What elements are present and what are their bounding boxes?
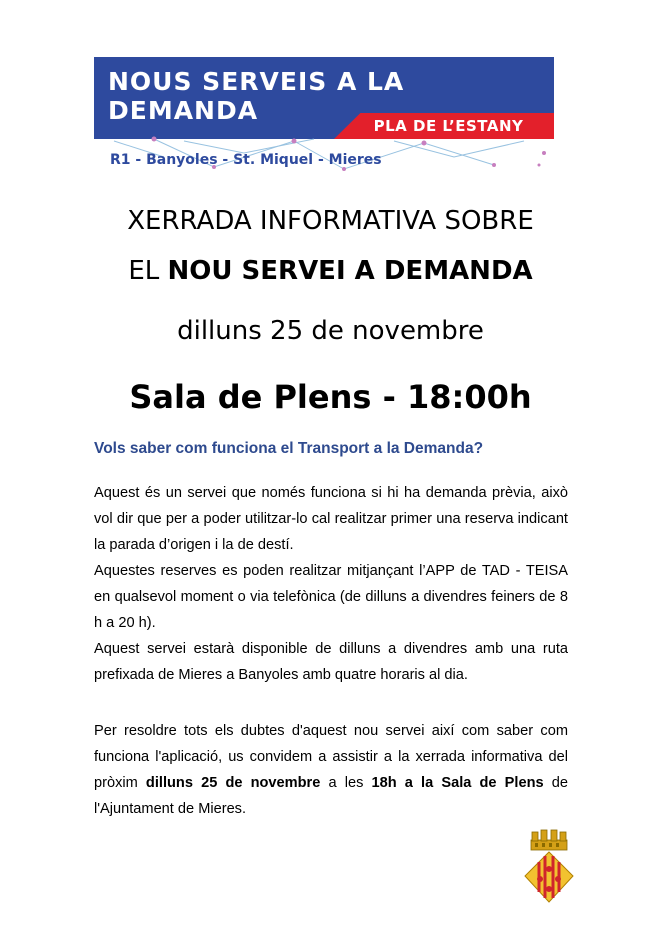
municipal-coat-of-arms-icon	[521, 826, 577, 904]
headline-line-2-bold: NOU SERVEI A DEMANDA	[167, 256, 533, 286]
paragraph-availability: Aquest servei estarà disponible de dilluns a divendres amb una ruta prefixada de Mieres a Banyoles amb quatre horaris al dia.	[94, 641, 568, 683]
header-banner	[94, 57, 554, 175]
invitation-text-3: de l'Ajuntament de Mieres.	[94, 775, 568, 817]
paragraph-intro: Aquest és un servei que només funciona si hi ha demanda prèvia, això vol dir que per a poder utilitzar-lo cal realitzar primer una reserva indicant la parada d’origen i la de destí.	[94, 485, 568, 553]
event-venue-time: Sala de Plens - 18:00h	[129, 378, 532, 416]
headline-line-2-prefix: EL	[128, 256, 168, 286]
paragraph-reservations: Aquestes reserves es poden realitzar mitjançant l’APP de TAD - TEISA en qualsevol moment o via telefònica (de dilluns a divendres feiners de 8 h a 20 h).	[94, 563, 568, 631]
section-question: Vols saber com funciona el Transport a la Demanda?	[94, 440, 484, 457]
invitation-venue: 18h a la Sala de Plens	[371, 775, 544, 791]
invitation-text-2: a les	[320, 775, 372, 791]
invitation-date: dilluns 25 de novembre	[145, 775, 321, 791]
paragraph-invitation	[94, 718, 568, 822]
banner-region-label: PLA DE L’ESTANY	[373, 117, 524, 135]
event-date: dilluns 25 de novembre	[177, 316, 484, 346]
banner-route-label: R1 - Banyoles - St. Miquel - Mieres	[110, 152, 382, 168]
headline-line-1: XERRADA INFORMATIVA SOBRE	[127, 206, 534, 236]
banner-title: NOUS SERVEIS A LA DEMANDA	[108, 67, 405, 125]
invitation-text-1: Per resoldre tots els dubtes d'aquest nou servei així com saber com funciona l'aplicació, us convidem a assistir a la xerrada informativa del pròxim	[94, 723, 568, 791]
headline-line-2	[0, 254, 661, 288]
